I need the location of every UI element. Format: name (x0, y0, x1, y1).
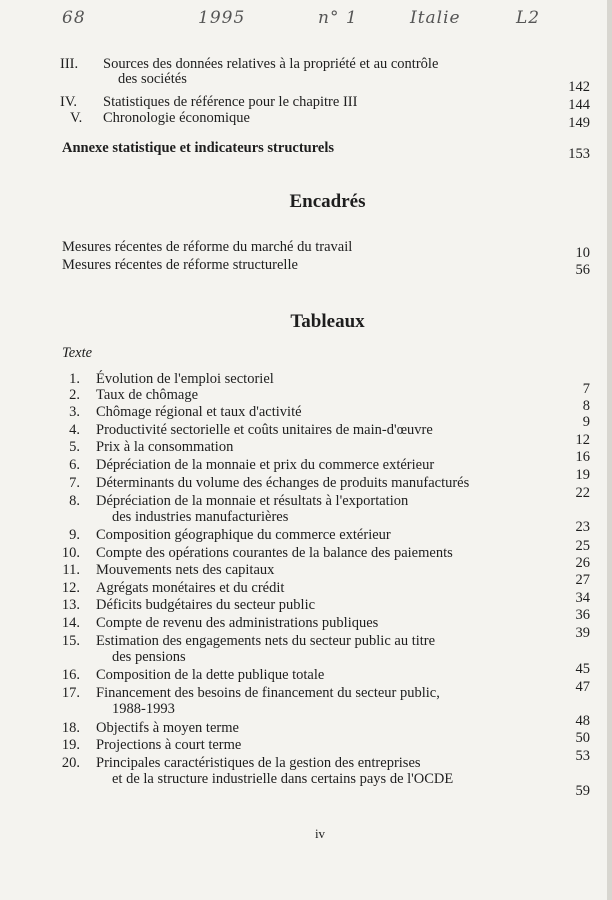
table-number: 18. (61, 720, 80, 736)
annexe-5-page: 149 (568, 115, 590, 131)
table-page-number: 34 (575, 590, 590, 606)
encadre-item-2: Mesures récentes de réforme structurelle (62, 257, 298, 273)
annexe-numeral: III. (60, 56, 79, 72)
table-title: Dépréciation de la monnaie et résultats à l'exportation (96, 493, 409, 509)
encadre-item-1-page: 10 (575, 245, 590, 261)
table-title: Évolution de l'emploi sectoriel (96, 371, 274, 387)
encadres-heading: Encadrés (289, 191, 366, 212)
handwritten-note-2: 1995 (198, 8, 246, 28)
table-title: Financement des besoins de financement du secteur public, (96, 685, 440, 701)
table-title: Productivité sectorielle et coûts unitaires de main-d'œuvre (96, 422, 433, 438)
table-title: Déficits budgétaires du secteur public (96, 597, 316, 613)
table-page-number: 26 (575, 555, 590, 571)
table-page-number: 48 (575, 713, 590, 729)
encadre-item-2-page: 56 (575, 262, 590, 278)
table-title-cont: des industries manufacturières (112, 509, 289, 525)
table-page-number: 47 (575, 679, 590, 695)
table-number: 7. (69, 475, 80, 491)
annexe-title: Sources des données relatives à la propriété et au contrôle (103, 56, 439, 72)
table-number: 15. (61, 633, 80, 649)
table-page-number: 22 (575, 485, 590, 501)
table-number: 9. (69, 527, 80, 543)
table-number: 2. (69, 387, 80, 403)
table-number: 12. (61, 580, 80, 596)
table-page-number: 8 (582, 398, 590, 414)
table-title: Principales caractéristiques de la gestion des entreprises (96, 755, 421, 771)
page-folio: iv (314, 826, 326, 841)
table-number: 10. (61, 545, 80, 561)
table-number: 20. (61, 755, 80, 771)
handwritten-note-5: L2 (516, 8, 541, 28)
table-title: Mouvements nets des capitaux (96, 562, 275, 578)
table-page-number: 23 (575, 519, 590, 535)
table-title: Dépréciation de la monnaie et prix du commerce extérieur (96, 457, 435, 473)
table-title-cont: des pensions (112, 649, 186, 665)
table-title: Taux de chômage (96, 387, 199, 403)
table-number: 4. (69, 422, 80, 438)
table-page-number: 39 (575, 625, 590, 641)
table-title: Déterminants du volume des échanges de produits manufacturés (96, 475, 470, 491)
table-page-number: 59 (575, 783, 590, 799)
table-page-number: 12 (575, 432, 590, 448)
table-number: 19. (61, 737, 80, 753)
table-number: 13. (61, 597, 80, 613)
table-title: Agrégats monétaires et du crédit (96, 580, 285, 596)
annexe-3-page: 142 (568, 79, 590, 95)
annexe-title: Statistiques de référence pour le chapitre III (103, 94, 358, 110)
table-title-cont: et de la structure industrielle dans certains pays de l'OCDE (112, 771, 454, 787)
table-title: Projections à court terme (96, 737, 242, 753)
handwritten-note-3: n° 1 (318, 8, 358, 28)
table-number: 16. (61, 667, 80, 683)
annexe-4-page: 144 (568, 97, 590, 113)
table-page-number: 9 (582, 414, 590, 430)
page-edge (607, 0, 612, 900)
table-title: Chômage régional et taux d'activité (96, 404, 302, 420)
table-title-cont: 1988-1993 (112, 701, 175, 717)
table-page-number: 7 (582, 381, 590, 397)
annexe-title: Chronologie économique (103, 110, 250, 126)
table-page-number: 25 (575, 538, 590, 554)
table-page-number: 19 (575, 467, 590, 483)
table-title: Estimation des engagements nets du secteur public au titre (96, 633, 436, 649)
table-number: 5. (69, 439, 80, 455)
tableaux-heading: Tableaux (290, 311, 365, 332)
table-number: 3. (69, 404, 80, 420)
table-page-number: 27 (575, 572, 590, 588)
table-number: 6. (69, 457, 80, 473)
handwritten-note-4: Italie (410, 8, 461, 28)
encadre-item-1: Mesures récentes de réforme du marché du travail (62, 239, 353, 255)
annexe-numeral: IV. (60, 94, 78, 110)
table-title: Objectifs à moyen terme (96, 720, 239, 736)
tableaux-subheading: Texte (62, 345, 93, 361)
table-title: Composition géographique du commerce extérieur (96, 527, 391, 543)
table-title: Composition de la dette publique totale (96, 667, 325, 683)
table-page-number: 36 (575, 607, 590, 623)
table-title: Prix à la consommation (96, 439, 234, 455)
table-page-number: 16 (575, 449, 590, 465)
table-title: Compte de revenu des administrations publiques (96, 615, 379, 631)
annexe-statistique-page: 153 (568, 146, 590, 162)
table-title: Compte des opérations courantes de la balance des paiements (96, 545, 453, 561)
table-number: 8. (69, 493, 80, 509)
table-number: 14. (61, 615, 80, 631)
table-page-number: 50 (575, 730, 590, 746)
table-number: 1. (69, 371, 80, 387)
toc-annexe-statistique: Annexe statistique et indicateurs structurels (62, 140, 334, 156)
handwritten-note-1: 68 (62, 8, 86, 28)
table-page-number: 45 (575, 661, 590, 677)
table-page-number: 53 (575, 748, 590, 764)
table-number: 17. (61, 685, 80, 701)
table-number: 11. (62, 562, 80, 578)
annexe-numeral: V. (70, 110, 83, 126)
annexe-title-cont: des sociétés (118, 71, 187, 87)
